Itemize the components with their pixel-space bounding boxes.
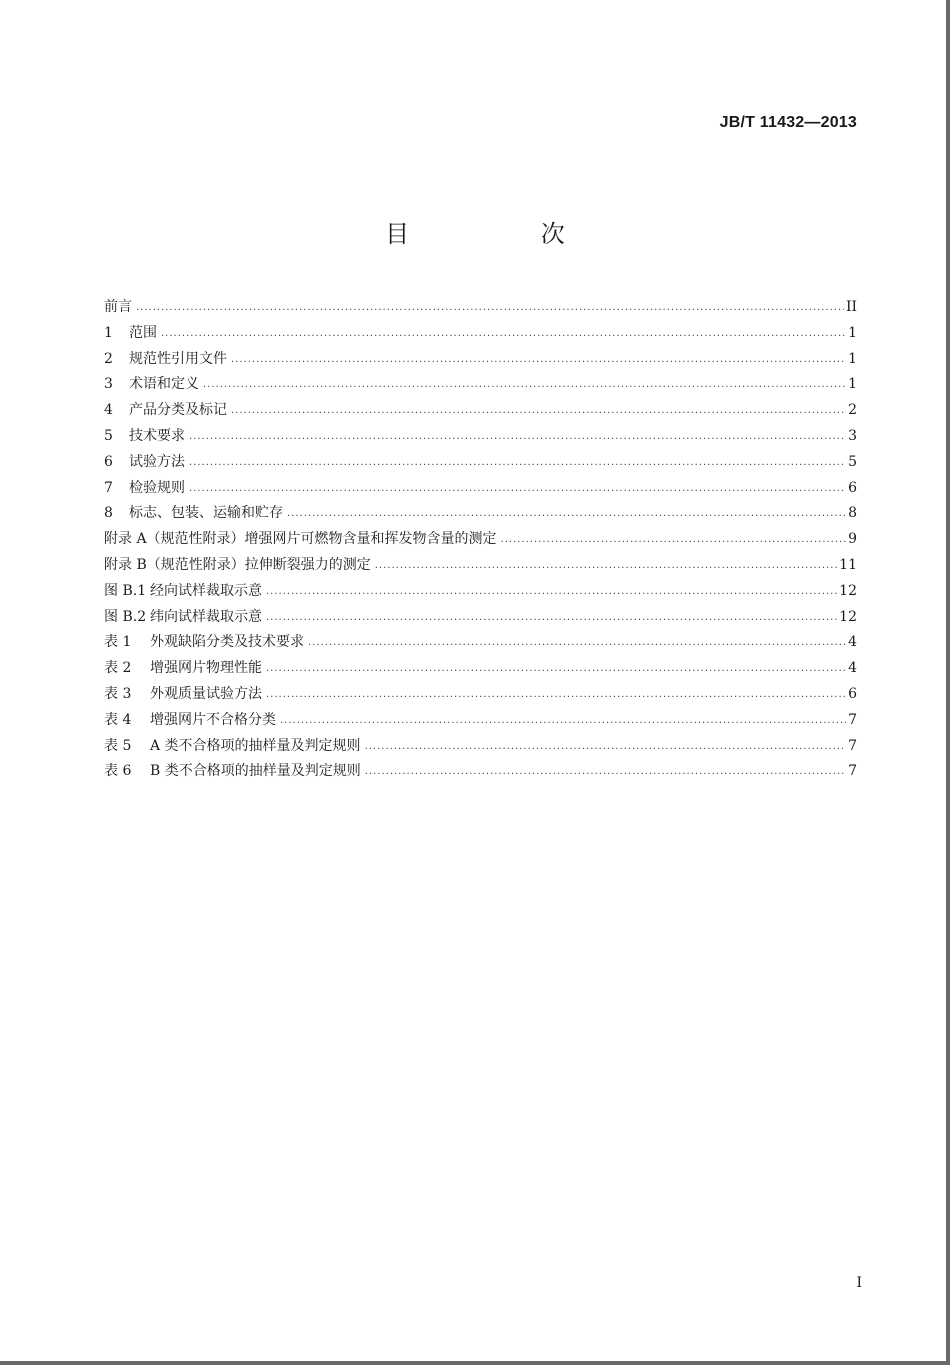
toc-entry-table-5[interactable] (104, 735, 857, 761)
toc-entry-label: 表 6 B 类不合格项的抽样量及判定规则 (104, 760, 363, 780)
toc-entry-number: 图 B.1 (104, 582, 147, 599)
toc-dot-leader (287, 508, 846, 519)
toc-entry-label: 表 1 外观缺陷分类及技术要求 (104, 631, 306, 651)
toc-entry-page: 1 (848, 376, 857, 393)
toc-entry-number: 表 5 (104, 737, 132, 754)
toc-dot-leader (189, 483, 846, 494)
toc-entry-page: 1 (848, 324, 857, 341)
toc-entry-table-2[interactable] (104, 657, 857, 683)
toc-dot-leader (308, 637, 846, 648)
toc-entry-table-6[interactable] (104, 760, 857, 786)
toc-dot-leader (266, 586, 837, 597)
toc-entry-page: 6 (848, 685, 857, 702)
toc-entry-figure-b2[interactable] (104, 606, 857, 632)
toc-entry-page: 8 (848, 505, 857, 522)
toc-list (104, 296, 857, 786)
toc-entry-page: 4 (848, 634, 857, 651)
toc-entry-page: 6 (848, 479, 857, 496)
toc-dot-leader (266, 689, 846, 700)
toc-dot-leader (365, 766, 846, 777)
toc-entry-label: 6 试验方法 (104, 453, 185, 470)
toc-entry-section-5[interactable] (104, 425, 857, 451)
toc-entry-annex-a[interactable] (104, 528, 857, 554)
toc-entry-label: 表 3 外观质量试验方法 (104, 683, 264, 703)
toc-dot-leader (231, 354, 846, 365)
toc-entry-page: II (845, 299, 857, 315)
toc-entry-table-4[interactable] (104, 709, 857, 735)
toc-entry-section-2[interactable] (104, 348, 857, 374)
toc-entry-number: 表 1 (104, 634, 132, 651)
toc-entry-label: 前言 (104, 299, 132, 315)
toc-dot-leader (501, 534, 847, 545)
page-edge-bottom (0, 1361, 950, 1365)
toc-entry-label: 2 规范性引用文件 (104, 350, 227, 367)
toc-entry-label: 3 术语和定义 (104, 376, 199, 393)
toc-entry-number: 表 4 (104, 711, 132, 728)
toc-entry-page: 12 (839, 608, 857, 625)
toc-entry-figure-b1[interactable] (104, 580, 857, 606)
toc-entry-page: 4 (848, 660, 857, 677)
toc-entry-label: 图 B.2 纬向试样裁取示意 (104, 606, 264, 626)
toc-entry-label: 1 范围 (104, 324, 157, 341)
toc-dot-leader (189, 431, 846, 442)
toc-entry-number: 1 (104, 324, 113, 341)
toc-entry-foreword[interactable] (104, 296, 857, 322)
toc-entry-page: 2 (848, 402, 857, 419)
toc-entry-number: 2 (104, 350, 113, 367)
toc-entry-page: 3 (848, 427, 857, 444)
toc-dot-leader (365, 741, 847, 752)
toc-entry-label: 附录 A（规范性附录）增强网片可燃物含量和挥发物含量的测定 (104, 531, 497, 548)
toc-dot-leader (136, 302, 844, 313)
toc-entry-label: 附录 B（规范性附录）拉伸断裂强力的测定 (104, 556, 371, 573)
toc-entry-number: 6 (104, 453, 113, 470)
toc-entry-page: 12 (839, 582, 857, 599)
toc-entry-number: 表 3 (104, 685, 132, 702)
toc-entry-section-8[interactable] (104, 502, 857, 528)
toc-entry-table-3[interactable] (104, 683, 857, 709)
toc-dot-leader (203, 379, 846, 390)
toc-entry-label: 5 技术要求 (104, 427, 185, 444)
toc-entry-page: 7 (848, 711, 857, 728)
toc-entry-number: 5 (104, 427, 113, 444)
toc-entry-number: 3 (104, 376, 113, 393)
toc-entry-label: 8 标志、包装、运输和贮存 (104, 505, 283, 522)
toc-entry-number: 表 6 (104, 763, 132, 780)
toc-entry-number: 4 (104, 402, 113, 419)
toc-entry-label: 图 B.1 经向试样裁取示意 (104, 580, 264, 600)
toc-dot-leader (161, 328, 846, 339)
page-number: I (856, 1275, 862, 1291)
toc-entry-page: 5 (848, 453, 857, 470)
toc-entry-page: 9 (848, 531, 857, 548)
toc-entry-page: 11 (839, 556, 857, 573)
toc-entry-number: 8 (104, 505, 113, 522)
toc-entry-page: 7 (848, 737, 857, 754)
toc-entry-section-1[interactable] (104, 322, 857, 348)
toc-entry-section-7[interactable] (104, 477, 857, 503)
toc-entry-page: 7 (848, 763, 857, 780)
toc-entry-label: 7 检验规则 (104, 479, 185, 496)
toc-entry-annex-b[interactable] (104, 554, 857, 580)
document-code: JB/T 11432—2013 (719, 114, 857, 131)
toc-entry-number: 表 2 (104, 660, 132, 677)
toc-dot-leader (231, 405, 846, 416)
toc-entry-label: 表 4 增强网片不合格分类 (104, 709, 278, 729)
toc-entry-section-4[interactable] (104, 399, 857, 425)
toc-entry-label: 表 5 A 类不合格项的抽样量及判定规则 (104, 735, 363, 755)
toc-entry-number: 图 B.2 (104, 608, 147, 625)
toc-entry-label: 表 2 增强网片物理性能 (104, 657, 264, 677)
toc-title: 目 次 (385, 220, 627, 248)
toc-dot-leader (375, 560, 837, 571)
toc-dot-leader (266, 612, 837, 623)
toc-entry-section-6[interactable] (104, 451, 857, 477)
page-edge-right (946, 0, 950, 1365)
toc-entry-section-3[interactable] (104, 373, 857, 399)
toc-entry-page: 1 (848, 350, 857, 367)
toc-dot-leader (189, 457, 846, 468)
toc-entry-table-1[interactable] (104, 631, 857, 657)
toc-entry-label: 4 产品分类及标记 (104, 402, 227, 419)
toc-entry-number: 7 (104, 479, 113, 496)
toc-dot-leader (280, 715, 846, 726)
toc-dot-leader (266, 663, 846, 674)
